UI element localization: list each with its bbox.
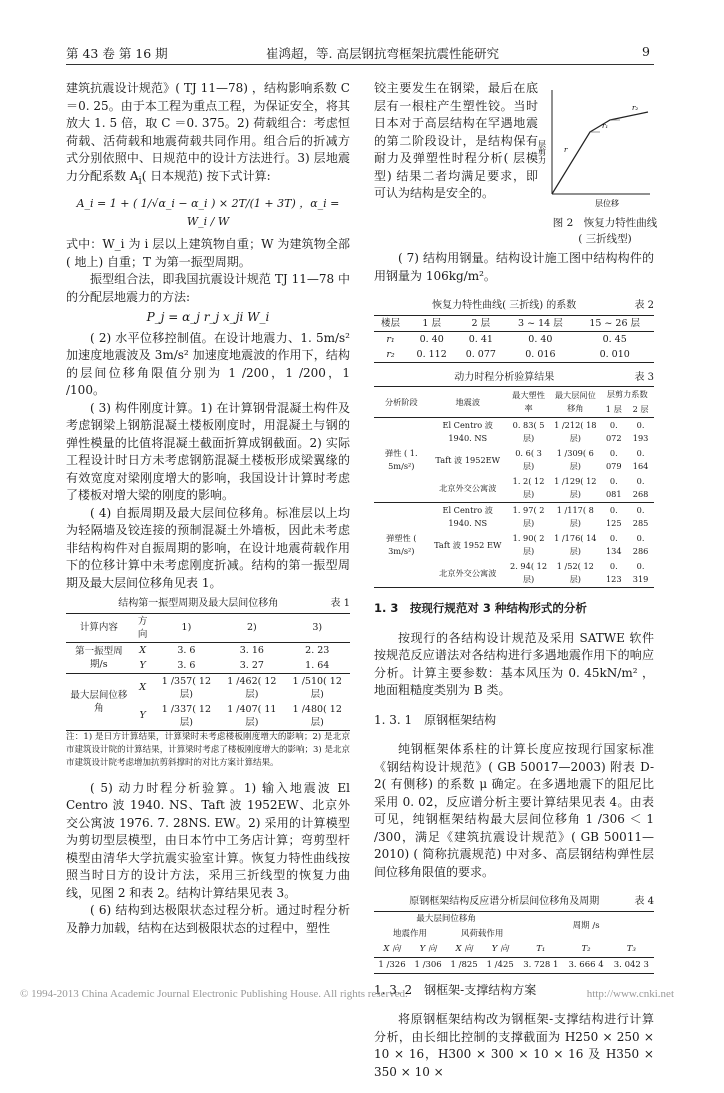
table2: 楼层 1 层 2 层 3 ~ 14 层 15 ~ 26 层 r₁ 0. 40 0. 41 0. 40 0. 45 r₂ 0. 112 0. 077 0. 016 0. 010 (374, 315, 654, 363)
paragraph: ( 3) 构件刚度计算。1) 在计算钢骨混凝土构件及考虑钢梁上钢筋混凝土楼板刚度时，用混凝土与钢的弹性模量的比值将混凝土截面折算成钢截面。2) 实际工程设计时日方未考虑钢筋混凝土楼板形成梁翼缘的有效宽度对梁刚度增大的影响，我国设计计算时考虑了楼板对增大梁的刚度的影响。 (66, 400, 350, 503)
y-axis-label: 层剪力 (537, 140, 547, 164)
label-r1: r₁ (602, 122, 609, 130)
paragraph: ( 6) 结构到达极限状态过程分析。通过时程分析及静力加载，结构在达到极限状态的过程中，塑性 (66, 903, 350, 935)
table-row: Taft 波 1952 EW 1. 90( 2 层) 1 /176( 14 层) 0. 134 0. 286 (434, 533, 649, 556)
table-row: 北京外交公寓波 2. 94( 12 层) 1 /52( 12 层) 0. 123 0. 319 (439, 561, 649, 584)
paragraph: 将原钢框架结构改为钢框架-支撑结构进行计算分析，由长细比控制的支撑截面为 H250 × 250 × 10 × 16，H300 × 300 × 10 × 16 及 H350 × 350 × 10 × (374, 1012, 654, 1079)
copyright-text: © 1994-2013 China Academic Journal Electronic Publishing House. All rights reserved. (20, 988, 408, 1000)
figure-caption: 图 2 恢复力特性曲线 ( 三折线型) (552, 217, 658, 245)
paragraph: 按现行的各结构设计规范及采用 SATWE 软件按规范反应谱法对各结构进行多遇地震作用下的响应分析。计算主要参数：基本风压为 0. 45kN/m² ，地面粗糙度类别为 B 类。 (374, 630, 654, 697)
paragraph: ( 5) 动力时程分析验算。1) 输入地震波 El Centro 波 1940. NS、Taft 波 1952EW、北京外交公寓波 1976. 7. 28NS. EW。2) 采用的计算模型为剪切型层模型，由日本竹中工务店计算；弯剪型杆模型由清华大学抗震实验室计算。恢复力特性曲线按照当时日方的设计方法，采用三折线型的恢复力曲线，见图 2 和表 2。结构计算结果见表 3。 (66, 780, 350, 900)
paragraph: 纯钢框架体系柱的计算长度应按现行国家标准《钢结构设计规范》( GB 50017—2003) 附表 D-2( 有侧移) 的系数 μ 确定。在多遇地震下的阻尼比采用 0. 02，反应谱分析主要计算结果见表 4。由表可见，纯钢框架结构最大层间位移角 1 /306 ＜ 1 /300，满足《建筑抗震设计规范》( GB 50011—2010) ( 简称抗震规范) 中对多、高层钢结构弹性层间位移角限值的要求。 (374, 742, 654, 879)
table1-notes: 注：1) 是日方计算结果，计算梁时未考虑楼板刚度增大的影响；2) 是北京市建筑设计院的计算结果，计算梁时考虑了楼板刚度增大的影响；3) 是北京市建筑设计院考虑增加抗剪斜撑时的对比方案计算结果。 (66, 731, 350, 768)
table3: 分析阶段 地震波 最大塑性率 最大层间位移角 层剪力系数 1 层 2 层 弹性 ( 1. 5m/s²) El Centro 波 1940. NS 0. 83( 5 层) 1 /212( 18 层) 0. 072 0. 193 Taft 波 1952EW 0. 6( 3 层) 1 /309( 6 层) 0. 079 0. 164 北京外交公寓波 1. 2( 12 层) 1 /129( 12 层) 0. 081 0. 268 弹塑性 ( 3m/s²) El Centro 波 1940. NS 1. 97( 2 层) 1 /117( 8 层) 0. 125 0. 285 Taft 波 1952 EW 1. 90( 2 层) 1 /176( 14 层) 0. 134 0. 286 北京外交公寓波 2. 94( 12 层) 1 /52( 12 层) 0. 123 0. 319 (374, 386, 654, 588)
right-top-text: 铰主要发生在钢梁，最后在底层有一根柱产生塑性铰。当时日本对于高层结构在罕遇地震的第二阶段设计，是结构保有耐力及弹塑性时程分析( 层模型) 结果二者均满足要求，即可认为结构是安全的。 (374, 81, 538, 200)
formula-pj: P_j = α_j r_j x_ji W_i (146, 310, 270, 325)
paragraph: 建筑抗震设计规范》( TJ 11—78) ，结构影响系数 C ＝0. 25。由于本工程为重点工程，为保证安全，将其放大 1. 5 倍，取 C ＝0. 375。2) 荷载组合：考虑恒荷载、活荷载和地震荷载共同作用。组合后的折减方式分别依照中、日规范中的设计方法进行。3) 层地震力分配系数 $A_i$( 日本规范) 按下式计算: (66, 81, 350, 186)
x-axis-label: 层位移 (595, 199, 619, 208)
section-1-3-heading: 1. 3 按现行规范对 3 种结构形式的分析 (374, 601, 587, 615)
footer-url: http://www.cnki.net (586, 988, 674, 1000)
paragraph: 振型组合法，即我国抗震设计规范 TJ 11—78 中的分配层地震力的方法: (66, 272, 350, 304)
left-column (66, 80, 350, 937)
table3-caption: 动力时程分析验算结果 表 3 (454, 371, 654, 383)
table2-caption: 恢复力特性曲线( 三折线) 的系数 表 2 (432, 300, 654, 311)
table-row: r₂ 0. 112 0. 077 0. 016 0. 010 (386, 348, 630, 360)
label-r2: r₂ (632, 104, 639, 112)
table-row: 弹塑性 ( 3m/s²) El Centro 波 1940. NS 1. 97( 2 层) 1 /117( 8 层) 0. 125 0. 285 (386, 505, 649, 556)
formula-ai: A_i = 1 + ( 1/√α_i − α_i ) × 2T/(1 + 3T) ，α_i = W_i / W (76, 197, 340, 228)
table-row: 1 /326 1 /306 1 /825 1 /425 3. 728 1 3. 666 4 3. 042 3 (378, 959, 649, 970)
table-row: Taft 波 1952EW 0. 6( 3 层) 1 /309( 6 层) 0. 079 0. 164 (435, 448, 649, 471)
table-row: Y 1 /337( 12 层) 1 /407( 11 层) 1 /480( 12 层) (139, 703, 342, 728)
paragraph: ( 7) 结构用钢量。结构设计施工图中结构构件的用钢量为 106kg/m²。 (374, 251, 654, 283)
paragraph: ( 2) 水平位移控制值。在设计地震力、1. 5m/s² 加速度地震波及 3m/s² 加速度地震波的作用下，结构的层间位移角限值分别为 1 /200，1 /200，1 /100。 (66, 330, 350, 398)
article-title: 崔鸿超，等. 高层钢抗弯框架抗震性能研究 (266, 46, 499, 61)
table1-caption: 结构第一振型周期及最大层间位移角 表 1 (118, 598, 350, 610)
restoring-force-curve (537, 82, 654, 212)
table-row: Y 3. 6 3. 27 1. 64 (66, 658, 350, 674)
table4-caption: 原钢框架结构反应谱分析层间位移角及周期 表 4 (409, 896, 654, 907)
paragraph: ( 4) 自振周期及最大层间位移角。标准层以上均为轻隔墙及铰连接的预制混凝土外墙板，因此未考虑非结构构件对自振周期的影响，在设计地震荷载作用下的位移计算中未考虑刚度折减。结构的第一振型周期及最大层间位移角见表 1。 (66, 505, 350, 590)
table-row: 最大层间位移角 X 1 /357( 12 层) 1 /462( 12 层) 1 /510( 12 层) (70, 675, 342, 714)
table-row: r₁ 0. 40 0. 41 0. 40 0. 45 (386, 333, 627, 345)
header-rule (66, 64, 654, 65)
paragraph: 式中：W_i 为 i 层以上建筑物自重；W 为建筑物全部( 地上) 自重；T 为第一振型周期。 (66, 237, 350, 269)
table1: 计算内容 方向 1) 2) 3) 第一振型周期/s X 3. 6 3. 16 2. 23 Y 3. 6 3. 27 1. 64 最大层间位移角 X 1 /357( 12 层) 1 /462( 12 层) 1 /510( 12 层) Y 1 /337( 12 层) 1 /407( 11 层) 1 /480( 12 层) (66, 613, 350, 731)
table4: 最大层间位移角 周期 /s 地震作用 风荷载作用 X 向 Y 向 X 向 Y 向 T₁ T₂ T₃ 1 /326 1 /306 1 /825 1 /425 3. 728 1 3. 666 4 3. 042 3 (374, 911, 654, 974)
label-r: r (564, 146, 568, 154)
right-column (374, 238, 654, 1093)
table-row: 第一振型周期/s X 3. 6 3. 16 2. 23 (75, 644, 330, 670)
table-row: 弹性 ( 1. 5m/s²) El Centro 波 1940. NS 0. 83( 5 层) 1 /212( 18 层) 0. 072 0. 193 (385, 420, 649, 471)
journal-volume: 第 43 卷 第 16 期 (66, 46, 168, 61)
page-number: 9 (642, 44, 650, 59)
section-1-3-2-heading: 1. 3. 2 钢框架-支撑结构方案 (374, 982, 537, 997)
table-row: 北京外交公寓波 1. 2( 12 层) 1 /129( 12 层) 0. 081 0. 268 (374, 474, 654, 503)
section-1-3-1-heading: 1. 3. 1 原钢框架结构 (374, 712, 497, 727)
copyright-footer (20, 988, 704, 1000)
